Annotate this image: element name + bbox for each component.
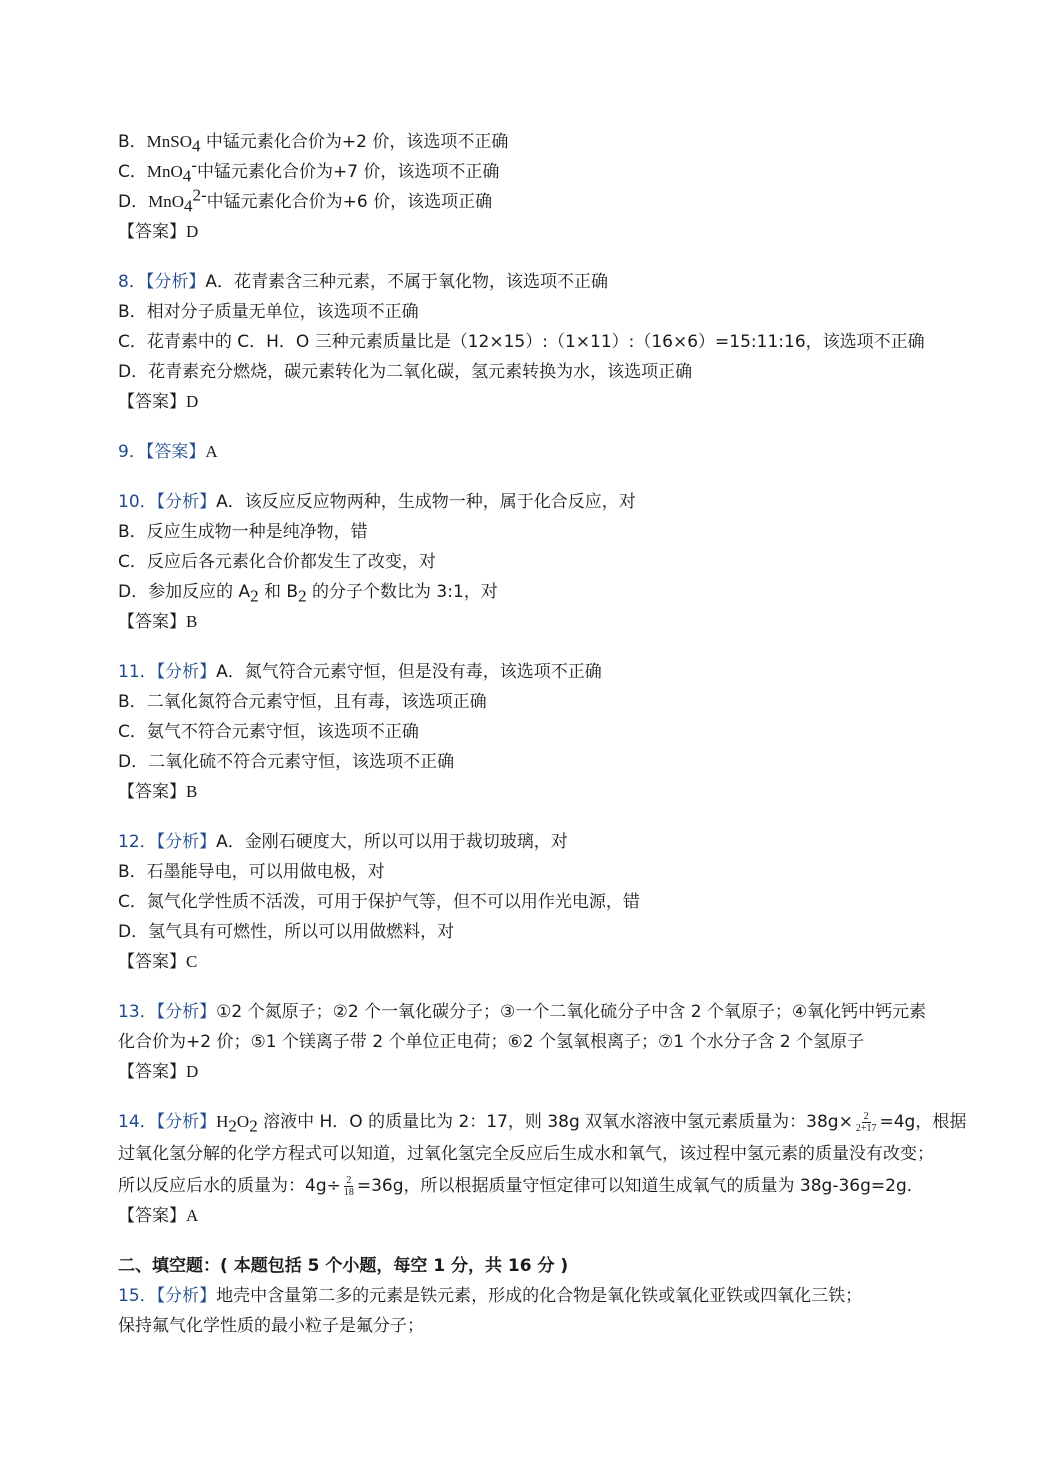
q10-option-b: B．反应生成物一种是纯净物，错 [118,522,368,542]
q14-analysis-line2: 过氧化氢分解的化学方程式可以知道，过氧化氢完全反应后生成水和氧气，该过程中氢元素的质量没有改变； [118,1144,934,1164]
q14-answer: 【答案】A [118,1206,199,1226]
q8-option-c: C．花青素中的 C．H．O 三种元素质量比是（12×15）:（1×11）:（16×6）=15:11:16，该选项不正确 [118,332,925,352]
q13-answer: 【答案】D [118,1062,199,1082]
q11-analysis-a: 11．【分析】A．氮气符合元素守恒，但是没有毒，该选项不正确 [118,662,602,682]
q10-option-d: D．参加反应的 $A_2$ 和 $B_2$ 的分子个数比为 3:1，对 [118,582,498,606]
q11-option-c: C．氨气不符合元素守恒，该选项不正确 [118,722,419,742]
q10-analysis-a: 10．【分析】A．该反应反应物两种，生成物一种，属于化合反应，对 [118,492,636,512]
analysis-label: 【分析】 [156,1112,217,1132]
fraction-2-over-19: $\frac{2}{2+17}$ [855,1110,877,1134]
q7-option-b: B．MnSO$_4$ 中锰元素化合价为+2 价，该选项不正确 [118,132,509,156]
q11-option-d: D．二氧化硫不符合元素守恒，该选项不正确 [118,752,455,772]
q14-analysis-line3: 所以反应后水的质量为：4g÷ $\frac{2}{18}$ =36g，所以根据质量守恒定律可以知道生成氧气的质量为 38g-36g=2g． [118,1174,924,1198]
q8-answer: 【答案】D [118,392,199,412]
q12-option-b: B．石墨能导电，可以用做电极，对 [118,862,385,882]
q7-option-c: C．MnO$_4$-中锰元素化合价为+7 价，该选项不正确 [118,155,500,186]
analysis-label: 【分析】 [156,1286,217,1306]
analysis-label: 【分析】 [156,662,217,682]
q7-answer: 【答案】D [118,222,199,242]
q12-option-c: C．氮气化学性质不活泼，可用于保护气等，但不可以用作光电源，错 [118,892,640,912]
q10-option-c: C．反应后各元素化合价都发生了改变，对 [118,552,436,572]
q8-option-d: D．花青素充分燃烧，碳元素转化为二氧化碳，氢元素转换为水，该选项正确 [118,362,693,382]
q8-option-b: B．相对分子质量无单位，该选项不正确 [118,302,419,322]
q10-answer: 【答案】B [118,612,198,632]
answer-label: 【答案】 [118,1206,186,1226]
q12-option-d: D．氢气具有可燃性，所以可以用做燃料，对 [118,922,455,942]
analysis-label: 【分析】 [145,272,206,292]
q9-answer: 9．【答案】A [118,442,218,462]
q7-option-d: D．MnO$_4^{2-}$中锰元素化合价为+6 价，该选项正确 [118,185,493,216]
q13-analysis-line1: 13．【分析】①2 个氮原子；②2 个一氧化碳分子；③一个二氧化硫分子中含 2 个氧原子；④氧化钙中钙元素 [118,1002,927,1022]
q12-answer: 【答案】C [118,952,198,972]
analysis-label: 【分析】 [156,1002,217,1022]
answer-label: 【答案】 [118,222,186,242]
q15-analysis-line1: 15．【分析】地壳中含量第二多的元素是铁元素，形成的化合物是氧化铁或氧化亚铁或四氧化三铁； [118,1286,863,1306]
answer-label: 【答案】 [118,392,186,412]
fraction-2-over-18: $\frac{2}{18}$ [343,1174,354,1198]
analysis-label: 【分析】 [156,832,217,852]
analysis-label: 【分析】 [156,492,217,512]
q14-analysis-line1: 14．【分析】$H_2O_2$ 溶液中 H．O 的质量比为 2：17，则 38g 双氧水溶液中氢元素质量为：38g× $\frac{2}{2+17}$ =4g，根据 [118,1110,967,1136]
q12-analysis-a: 12．【分析】A．金刚石硬度大，所以可以用于裁切玻璃，对 [118,832,568,852]
answer-label: 【答案】 [118,782,186,802]
answer-label: 【答案】 [118,612,186,632]
answer-label: 【答案】 [118,952,186,972]
q11-answer: 【答案】B [118,782,198,802]
q11-option-b: B．二氧化氮符合元素守恒，且有毒，该选项正确 [118,692,487,712]
section-2-title: 二、填空题：( 本题包括 5 个小题，每空 1 分，共 16 分 ) [118,1256,569,1276]
q13-analysis-line2: 化合价为+2 价；⑤1 个镁离子带 2 个单位正电荷；⑥2 个氢氧根离子；⑦1 个水分子含 2 个氢原子 [118,1032,865,1052]
q8-analysis-a: 8．【分析】A．花青素含三种元素，不属于氧化物，该选项不正确 [118,272,608,292]
answer-label: 【答案】 [118,1062,186,1082]
q15-analysis-line2: 保持氟气化学性质的最小粒子是氟分子； [118,1316,424,1336]
answer-label: 【答案】 [145,442,206,462]
